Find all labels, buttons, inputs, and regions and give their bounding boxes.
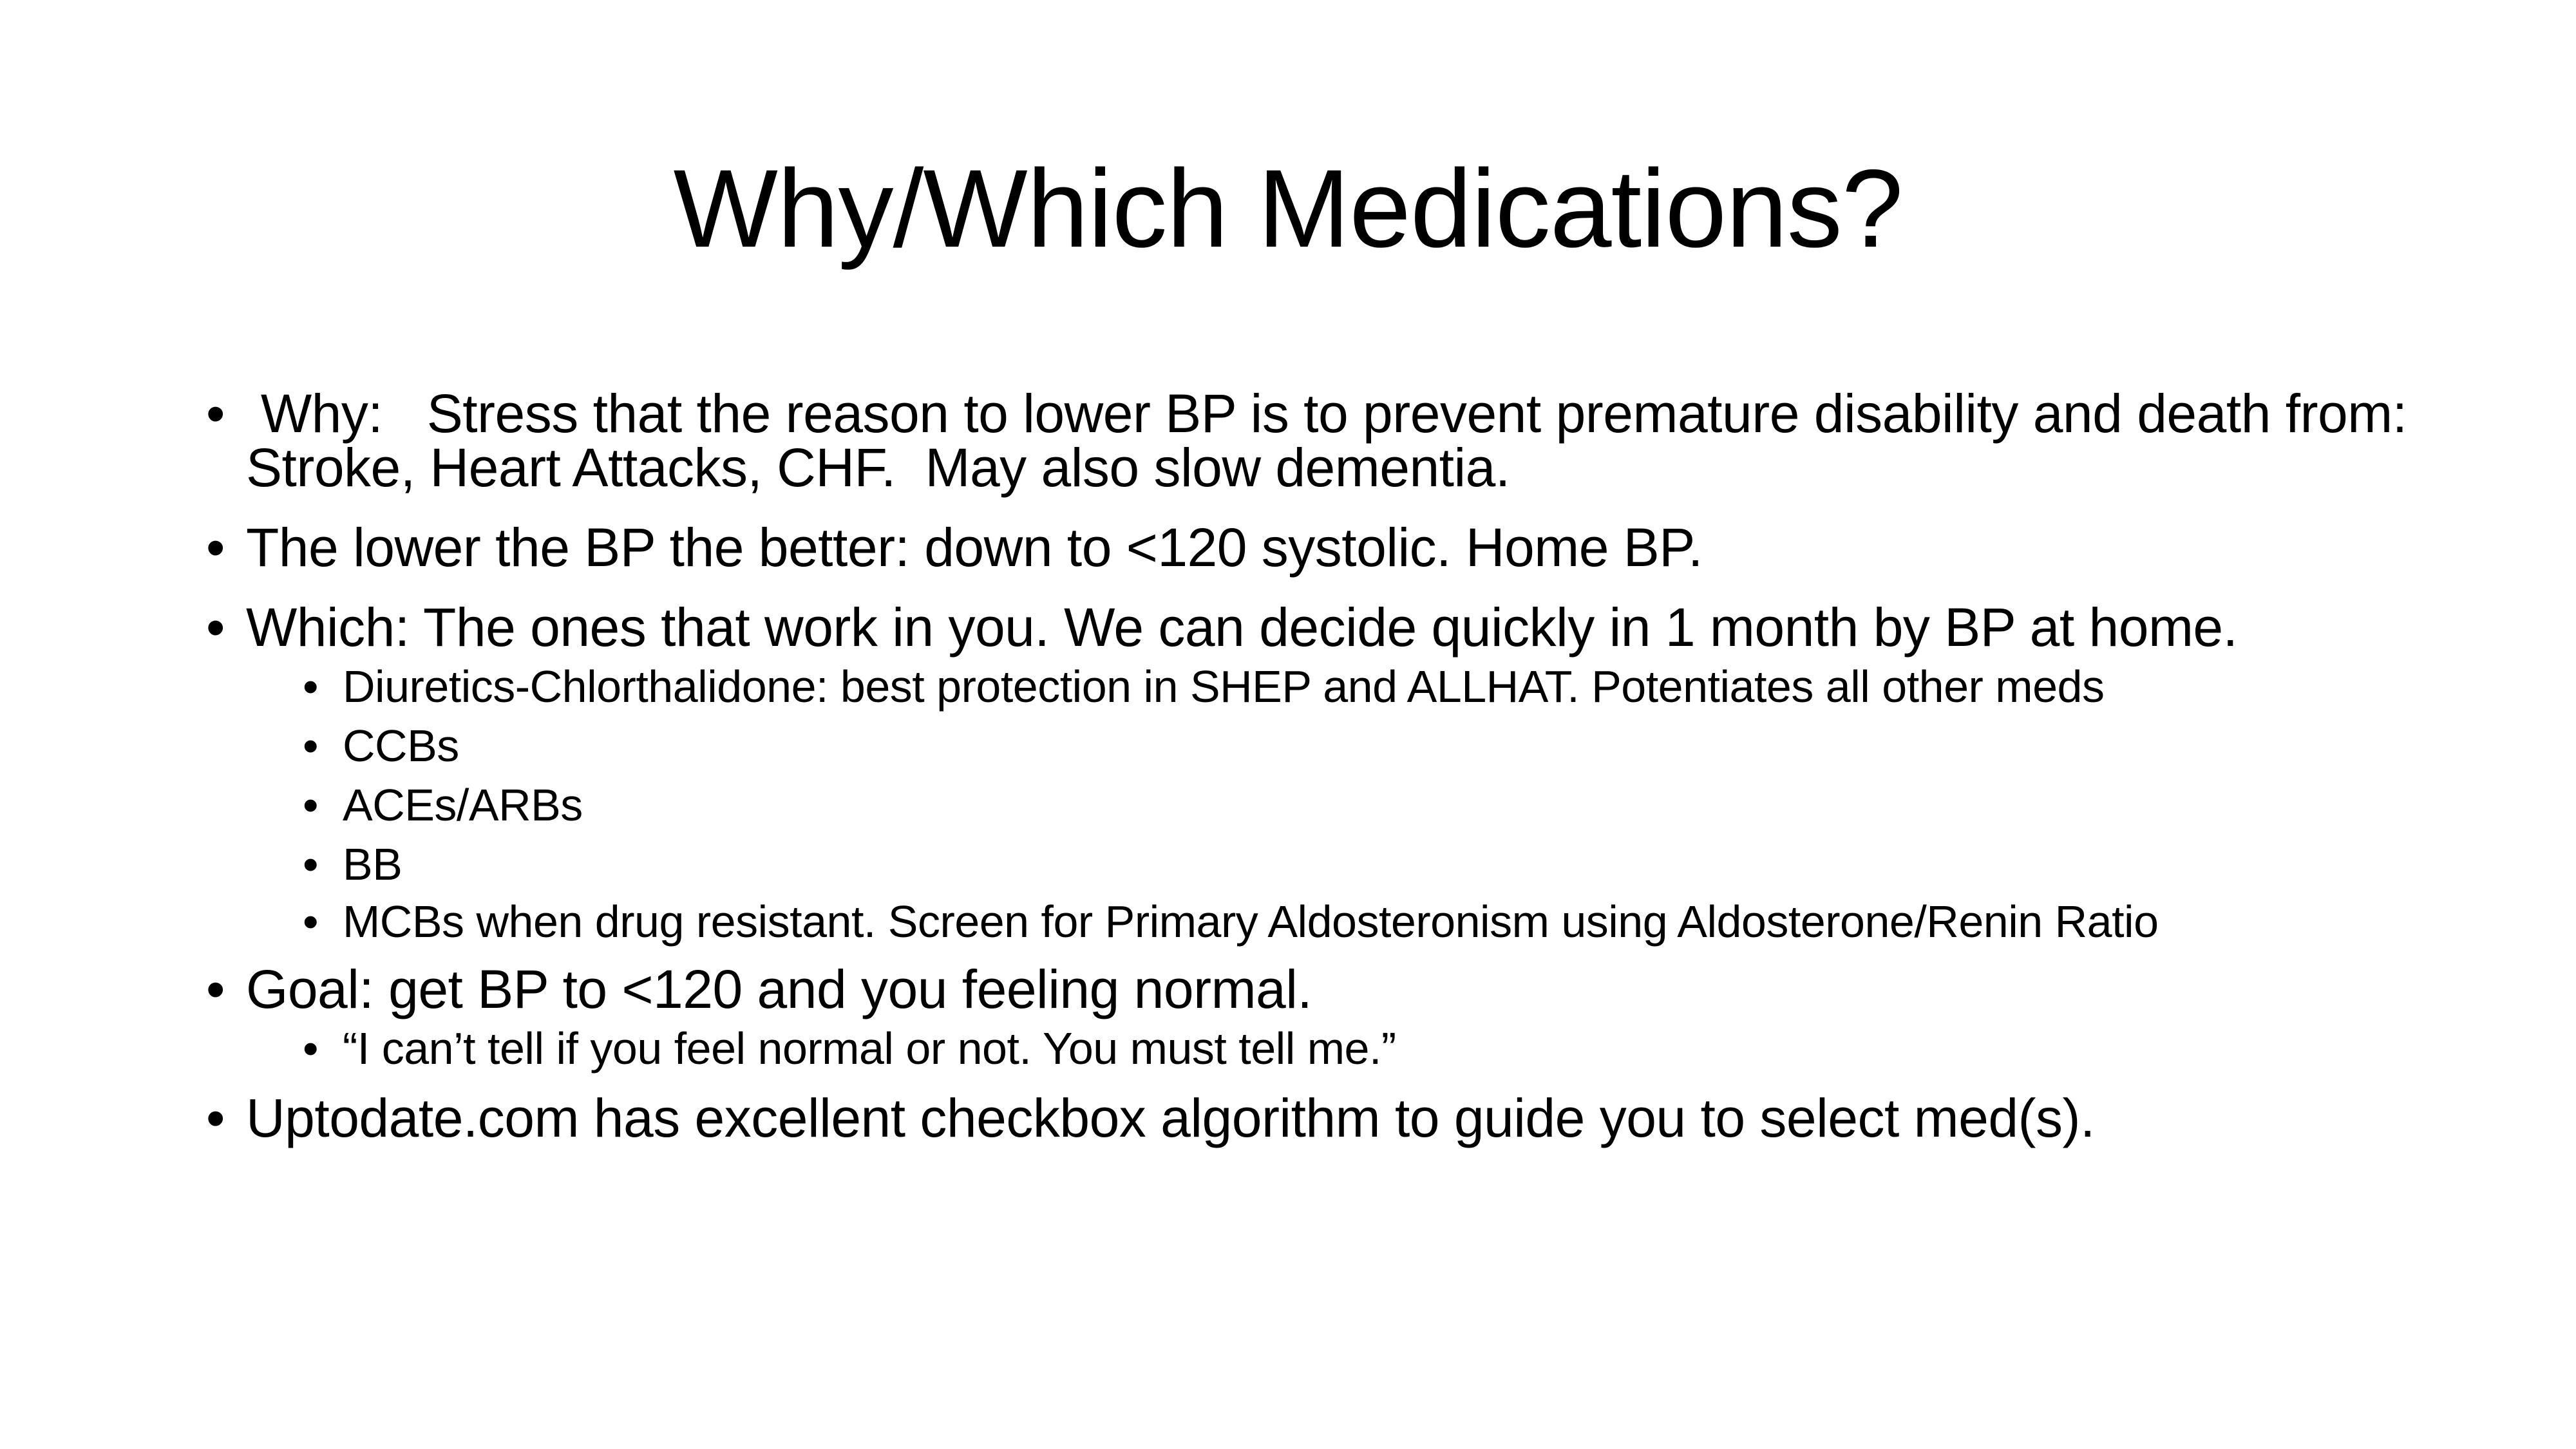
bullet-dot: • <box>206 1088 225 1148</box>
bullet-text: Uptodate.com has excellent checkbox algorithm to guide you to select med(s). <box>246 1088 2095 1148</box>
bullet-dot: • <box>206 383 225 444</box>
sub-bullet-diuretics <box>303 663 2409 710</box>
sub-bullet-text: ACEs/ARBs <box>343 780 583 830</box>
bullet-text: Which: The ones that work in you. We can decide quickly in 1 month by BP at home. <box>246 597 2238 658</box>
which-sublist <box>206 661 2409 947</box>
sub-bullet-mcbs <box>303 896 2409 947</box>
bullet-goal <box>206 959 2409 1019</box>
slide-content <box>206 383 2422 1171</box>
sub-bullet-bb <box>303 841 2409 887</box>
bullet-dot: • <box>303 1023 319 1074</box>
sub-bullet-text: CCBs <box>343 721 459 771</box>
bullet-dot: • <box>206 959 225 1019</box>
bullet-dot: • <box>303 896 319 947</box>
sub-bullet-text: BB <box>343 839 402 889</box>
sub-bullet-aces-arbs <box>303 782 2409 828</box>
slide-title: Why/Which Medications? <box>673 147 1903 270</box>
bullet-text: Goal: get BP to <120 and you feeling normal. <box>246 959 1312 1019</box>
bullet-dot: • <box>303 661 319 712</box>
bullet-text: Why: Stress that the reason to lower BP is to prevent premature disability and death from: Stroke, Heart Attacks, CHF. May also slow dementia. <box>246 383 2422 498</box>
sub-bullet-ccbs <box>303 723 2409 769</box>
bullet-dot: • <box>206 597 225 658</box>
bullet-uptodate <box>206 1088 2409 1148</box>
goal-sublist <box>206 1025 2409 1072</box>
sub-bullet-text: Diuretics-Chlorthalidone: best protection in SHEP and ALLHAT. Potentiates all other meds <box>343 661 2105 712</box>
bullet-why <box>206 383 2422 498</box>
sub-bullet-text: “I can’t tell if you feel normal or not. You must tell me.” <box>343 1023 1396 1074</box>
bullet-dot: • <box>303 780 319 830</box>
bullet-which <box>206 597 2409 658</box>
bullet-lower-bp <box>206 517 2409 578</box>
bullet-dot: • <box>206 517 225 578</box>
bullet-text: The lower the BP the better: down to <120 systolic. Home BP. <box>246 517 1703 578</box>
sub-bullet-text: MCBs when drug resistant. Screen for Primary Aldosteronism using Aldosterone/Renin Ratio <box>343 896 2159 947</box>
sub-bullet-feel-normal <box>303 1025 2409 1072</box>
bullet-dot: • <box>303 721 319 771</box>
bullet-dot: • <box>303 839 319 889</box>
